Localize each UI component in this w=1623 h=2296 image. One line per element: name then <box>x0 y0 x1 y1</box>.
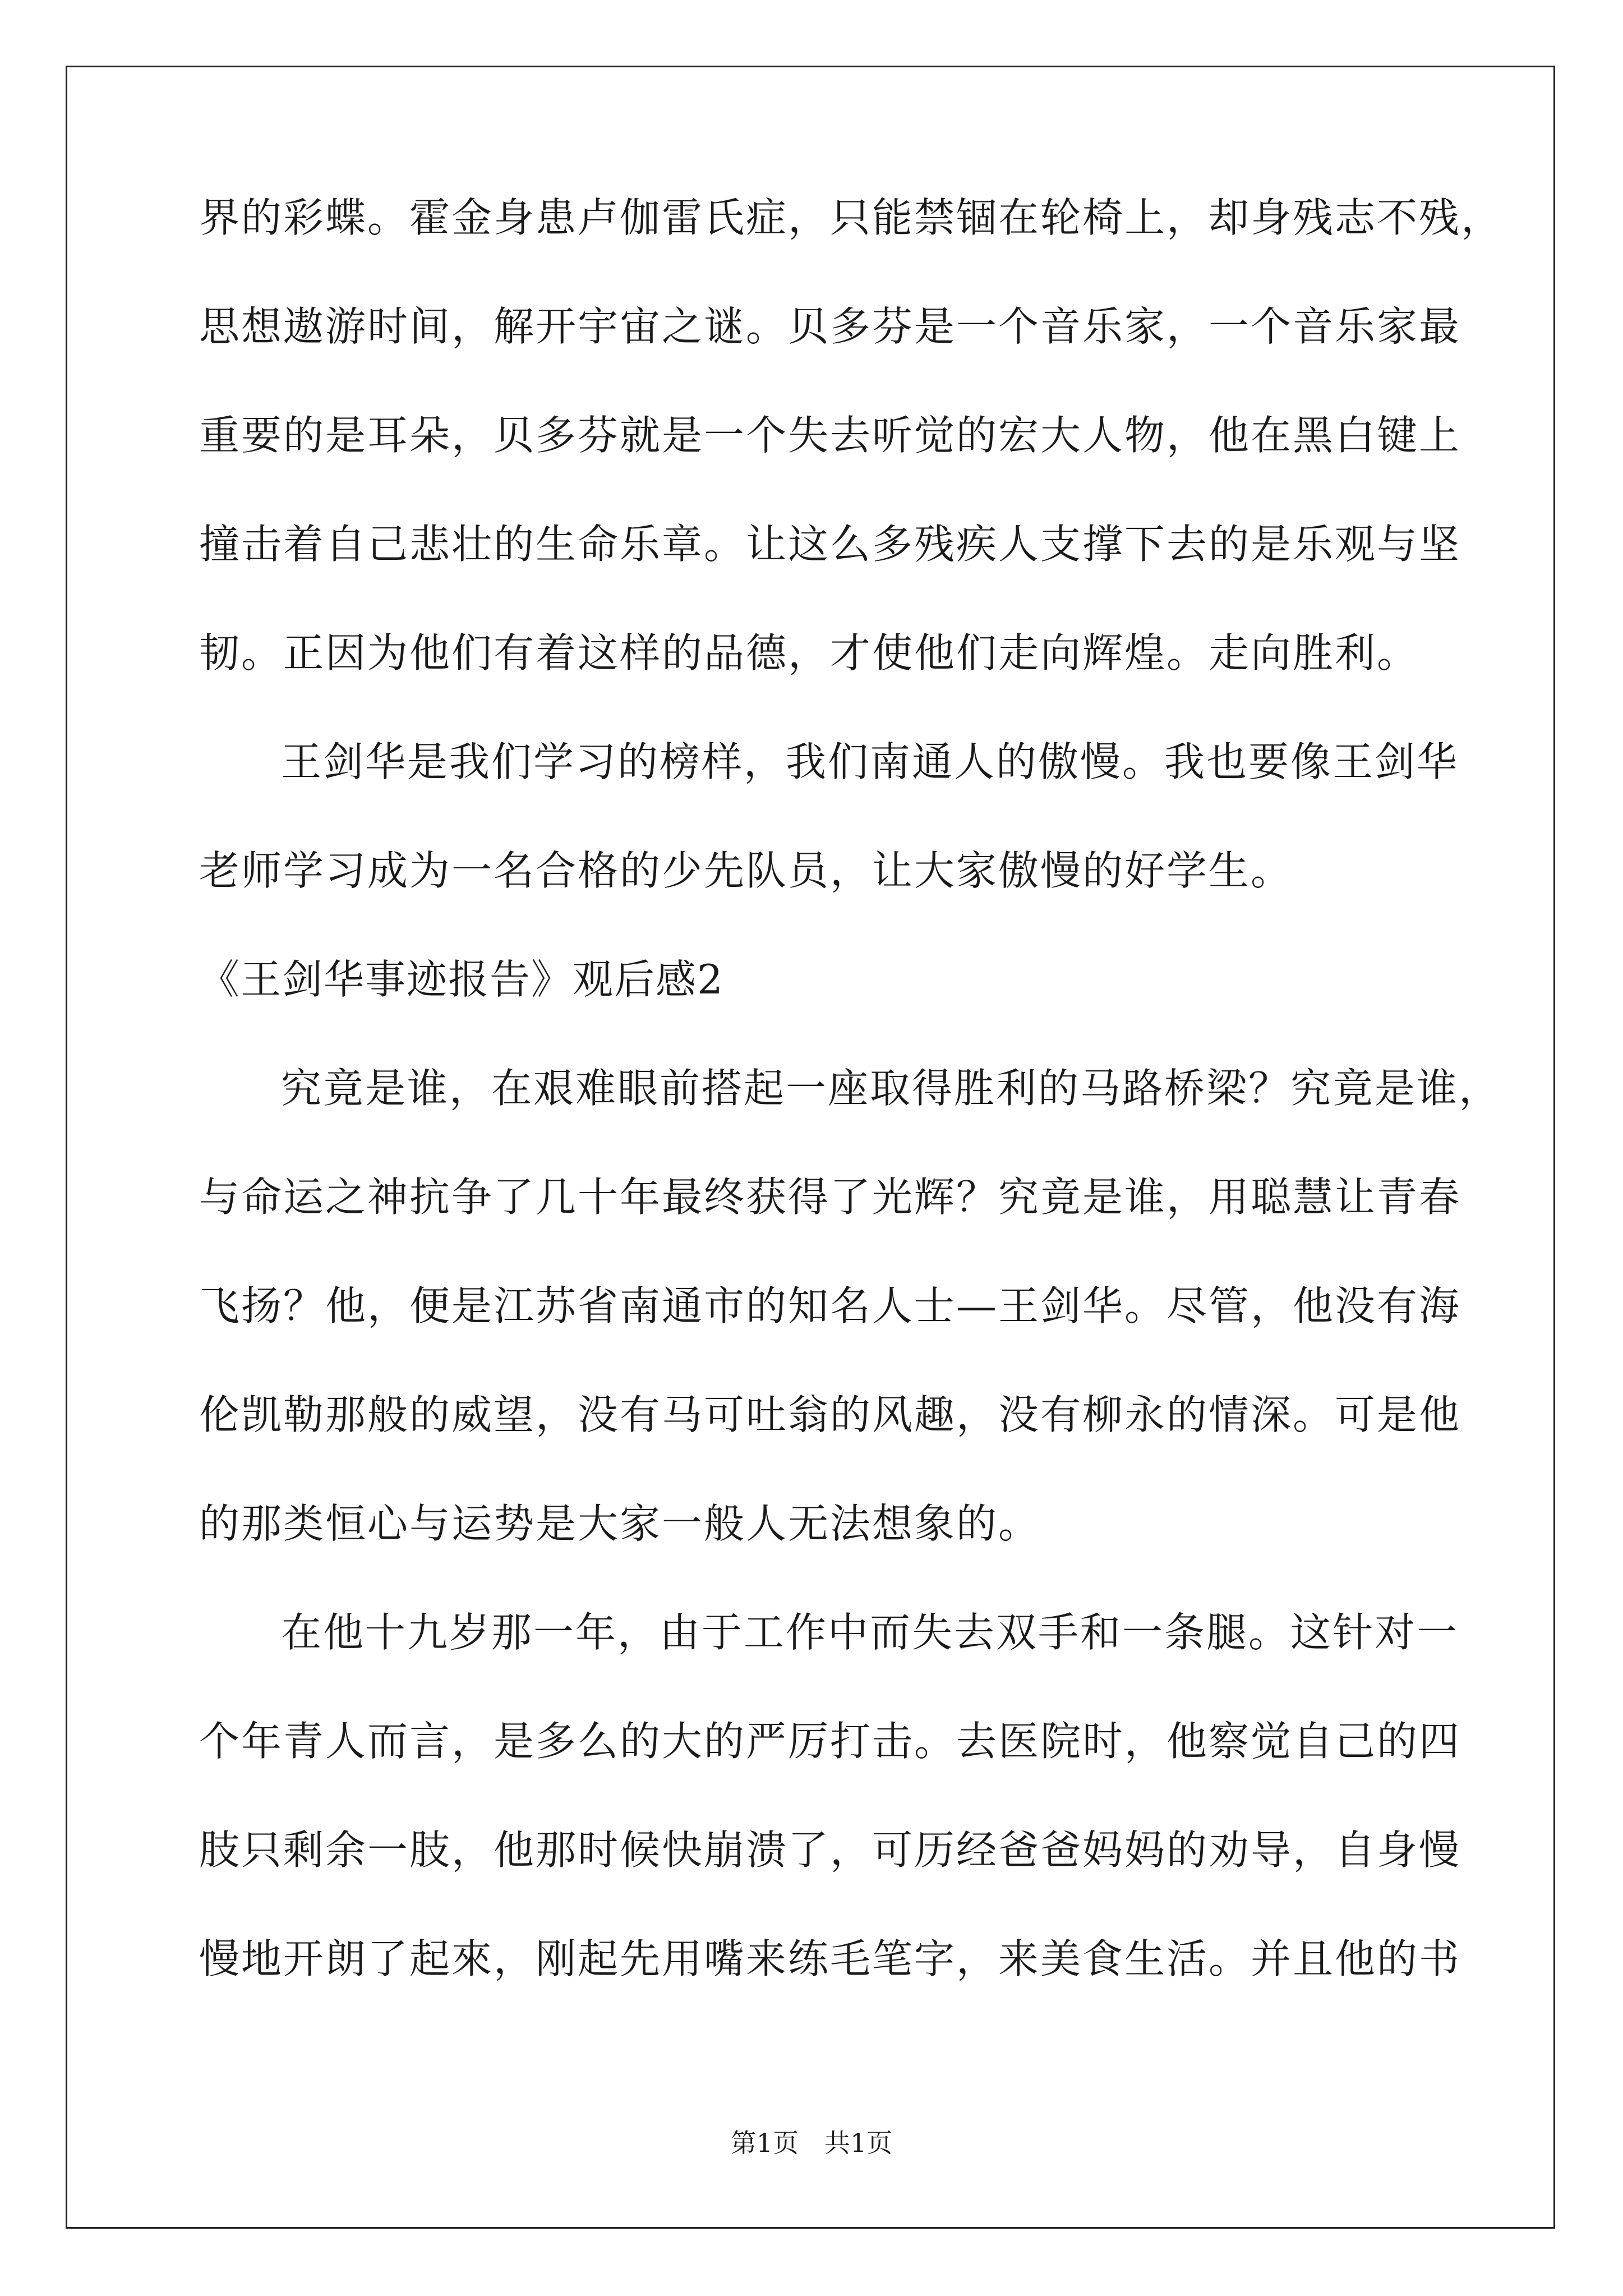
text-line: 肢只剩余一肢，他那时候快崩溃了，可历经爸爸妈妈的劝导，自身慢 <box>199 1826 1461 1874</box>
text-line: 思想遨游时间，解开宇宙之谜。贝多芬是一个音乐家，一个音乐家最 <box>199 303 1461 350</box>
text-line: 慢地开朗了起來，刚起先用嘴来练毛笔字，来美食生活。并且他的书 <box>199 1935 1461 1982</box>
section-heading: 《王剑华事迹报告》观后感2 <box>199 956 724 1003</box>
text-line: 伦凯勒那般的威望，没有马可吐翁的风趣，没有柳永的情深。可是他 <box>199 1391 1461 1438</box>
document-body <box>199 191 1504 2041</box>
text-line: 究竟是谁，在艰难眼前搭起一座取得胜利的马路桥梁？究竟是谁， <box>281 1065 1501 1112</box>
text-line: 的那类恒心与运势是大家一般人无法想象的。 <box>199 1500 1041 1547</box>
text-line: 与命运之神抗争了几十年最终获得了光辉？究竟是谁，用聪慧让青春 <box>199 1174 1461 1221</box>
page-number: 第1页 共1页 <box>730 2128 893 2158</box>
text-line: 重要的是耳朵，贝多芬就是一个失去听觉的宏大人物，他在黑白键上 <box>199 412 1461 459</box>
text-line: 王剑华是我们学习的榜样，我们南通人的傲慢。我也要像王剑华 <box>281 738 1459 785</box>
text-line: 个年青人而言，是多么的大的严厉打击。去医院时，他察觉自己的四 <box>199 1718 1461 1765</box>
text-line: 飞扬？他，便是江苏省南通市的知名人士—王剑华。尽管，他没有海 <box>199 1282 1461 1329</box>
text-line: 界的彩蝶。霍金身患卢伽雷氏症，只能禁锢在轮椅上，却身残志不残， <box>199 194 1504 241</box>
text-line: 韧。正因为他们有着这样的品德，才使他们走向辉煌。走向胜利。 <box>199 629 1419 677</box>
text-line: 老师学习成为一名合格的少先队员，让大家傲慢的好学生。 <box>199 847 1293 894</box>
text-line: 在他十九岁那一年，由于工作中而失去双手和一条腿。这针对一 <box>281 1609 1459 1656</box>
text-line: 撞击着自己悲壮的生命乐章。让这么多残疾人支撑下去的是乐观与坚 <box>199 521 1461 568</box>
